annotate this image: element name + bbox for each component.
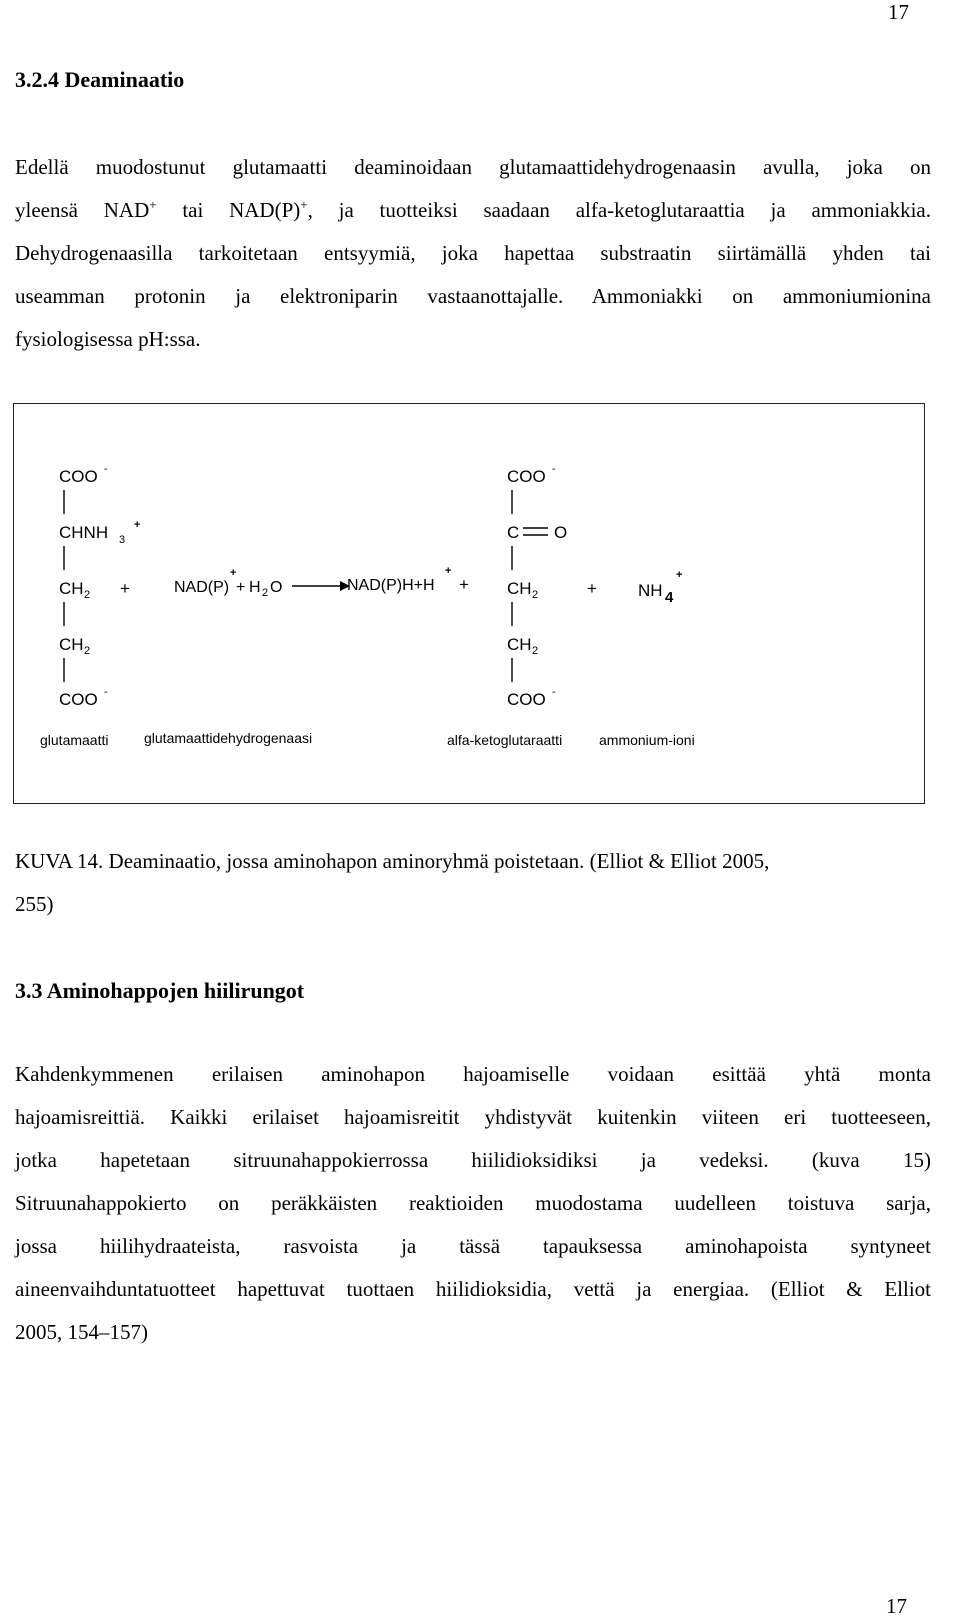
paragraph-line: Kahdenkymmenen erilaisen aminohapon hajoamiselle voidaan esittää yhtä monta — [15, 1062, 931, 1086]
glutamate-chnh3-sub: 3 — [119, 534, 126, 546]
ammonium-sub: 4 — [665, 589, 674, 606]
plus-sign-2: + — [459, 575, 469, 594]
keto-c: C — [507, 523, 520, 542]
reactant-nadp-water — [174, 567, 282, 599]
ammonium-nh: NH — [638, 581, 663, 600]
glutamate-coo-bottom-charge: - — [104, 686, 108, 698]
deamination-reaction-figure — [13, 403, 925, 804]
paragraph-line: Sitruunahappokierto on peräkkäisten reaktioiden muodostama uudelleen toistuva sarja, — [15, 1191, 931, 1215]
glutamate-coo-top-charge: - — [104, 463, 108, 475]
keto-ch2-a: CH — [507, 579, 532, 598]
glutamate-chnh3-charge: + — [134, 519, 141, 531]
label-ammonium: ammonium-ioni — [599, 732, 695, 748]
paragraph-deaminaatio — [15, 146, 931, 361]
paragraph-line: jotka hapetetaan sitruunahappokierrossa hiilidioksidiksi ja vedeksi. (kuva 15) — [15, 1148, 931, 1172]
page-number-top: 17 — [888, 0, 909, 24]
paragraph-line: Edellä muodostunut glutamaatti deaminoidaan glutamaattidehydrogenaasin avulla, joka on — [15, 155, 931, 179]
ammonium-charge: + — [676, 569, 683, 581]
paragraph-line: fysiologisessa pH:ssa. — [15, 327, 201, 351]
reactant-water-h: H — [249, 579, 261, 596]
keto-coo-top-charge: - — [552, 463, 556, 475]
reactant-nadp-charge: + — [230, 567, 237, 579]
keto-o: O — [554, 523, 568, 542]
section-heading-deaminaatio: 3.2.4 Deaminaatio — [15, 67, 185, 92]
keto-coo-bottom-charge: - — [552, 686, 556, 698]
ammonium-structure — [638, 569, 682, 606]
label-ketoglutarate: alfa-ketoglutaraatti — [447, 732, 563, 748]
paragraph-line: aineenvaihduntatuotteet hapettuvat tuottaen hiilidioksidia, vettä ja energiaa. (Elliot & Elliot — [15, 1277, 931, 1301]
reactant-plus: + — [236, 579, 246, 596]
figure-caption — [15, 840, 931, 926]
keto-coo-bottom: COO — [507, 690, 546, 709]
paragraph-hiilirungot — [15, 1053, 931, 1354]
reactant-nadp: NAD(P) — [174, 579, 230, 596]
product-nadph-text: NAD(P)H+H — [347, 577, 435, 594]
reactant-water-sub: 2 — [262, 587, 269, 599]
paragraph-line: useamman protonin ja elektroniparin vastaanottajalle. Ammoniakki on ammoniumionina — [15, 284, 931, 308]
plus-sign-3: + — [587, 579, 597, 598]
ketoglutarate-structure — [507, 463, 567, 709]
label-glutamate: glutamaatti — [40, 732, 109, 748]
glutamate-ch2-a: CH — [59, 579, 84, 598]
paragraph-line: hajoamisreittiä. Kaikki erilaiset hajoamisreitit yhdistyvät kuitenkin viiteen eri tuotteeseen, — [15, 1105, 931, 1129]
page-number-bottom: 17 — [886, 1594, 907, 1618]
glutamate-chnh3: CHNH — [59, 523, 109, 542]
keto-ch2-b: CH — [507, 635, 532, 654]
plus-sign-1: + — [120, 579, 130, 598]
reactant-water-o: O — [270, 579, 283, 596]
paragraph-line: 2005, 154–157) — [15, 1320, 148, 1344]
glutamate-ch2-b-sub: 2 — [84, 645, 91, 657]
glutamate-coo-bottom: COO — [59, 690, 98, 709]
keto-coo-top: COO — [507, 467, 546, 486]
paragraph-line: yleensä NAD+ tai NAD(P)+, ja tuotteiksi saadaan alfa-ketoglutaraattia ja ammoniakkia. — [15, 197, 931, 222]
keto-ch2-b-sub: 2 — [532, 645, 539, 657]
label-enzyme: glutamaattidehydrogenaasi — [144, 730, 313, 746]
keto-ch2-a-sub: 2 — [532, 589, 539, 601]
paragraph-line: Dehydrogenaasilla tarkoitetaan entsyymiä, joka hapettaa substraatin siirtämällä yhden tai — [15, 241, 931, 265]
paragraph-line: jossa hiilihydraateista, rasvoista ja tässä tapauksessa aminohapoista syntyneet — [15, 1234, 931, 1258]
section-heading-hiilirungot: 3.3 Aminohappojen hiilirungot — [15, 978, 305, 1003]
glutamate-ch2-b: CH — [59, 635, 84, 654]
product-nadph-charge: + — [445, 565, 452, 577]
glutamate-coo-top: COO — [59, 467, 98, 486]
glutamate-ch2-a-sub: 2 — [84, 589, 91, 601]
caption-line: 255) — [15, 892, 54, 916]
reaction-arrow — [292, 581, 350, 591]
product-nadph — [347, 565, 451, 594]
caption-line: KUVA 14. Deaminaatio, jossa aminohapon aminoryhmä poistetaan. (Elliot & Elliot 2005, — [15, 849, 770, 873]
